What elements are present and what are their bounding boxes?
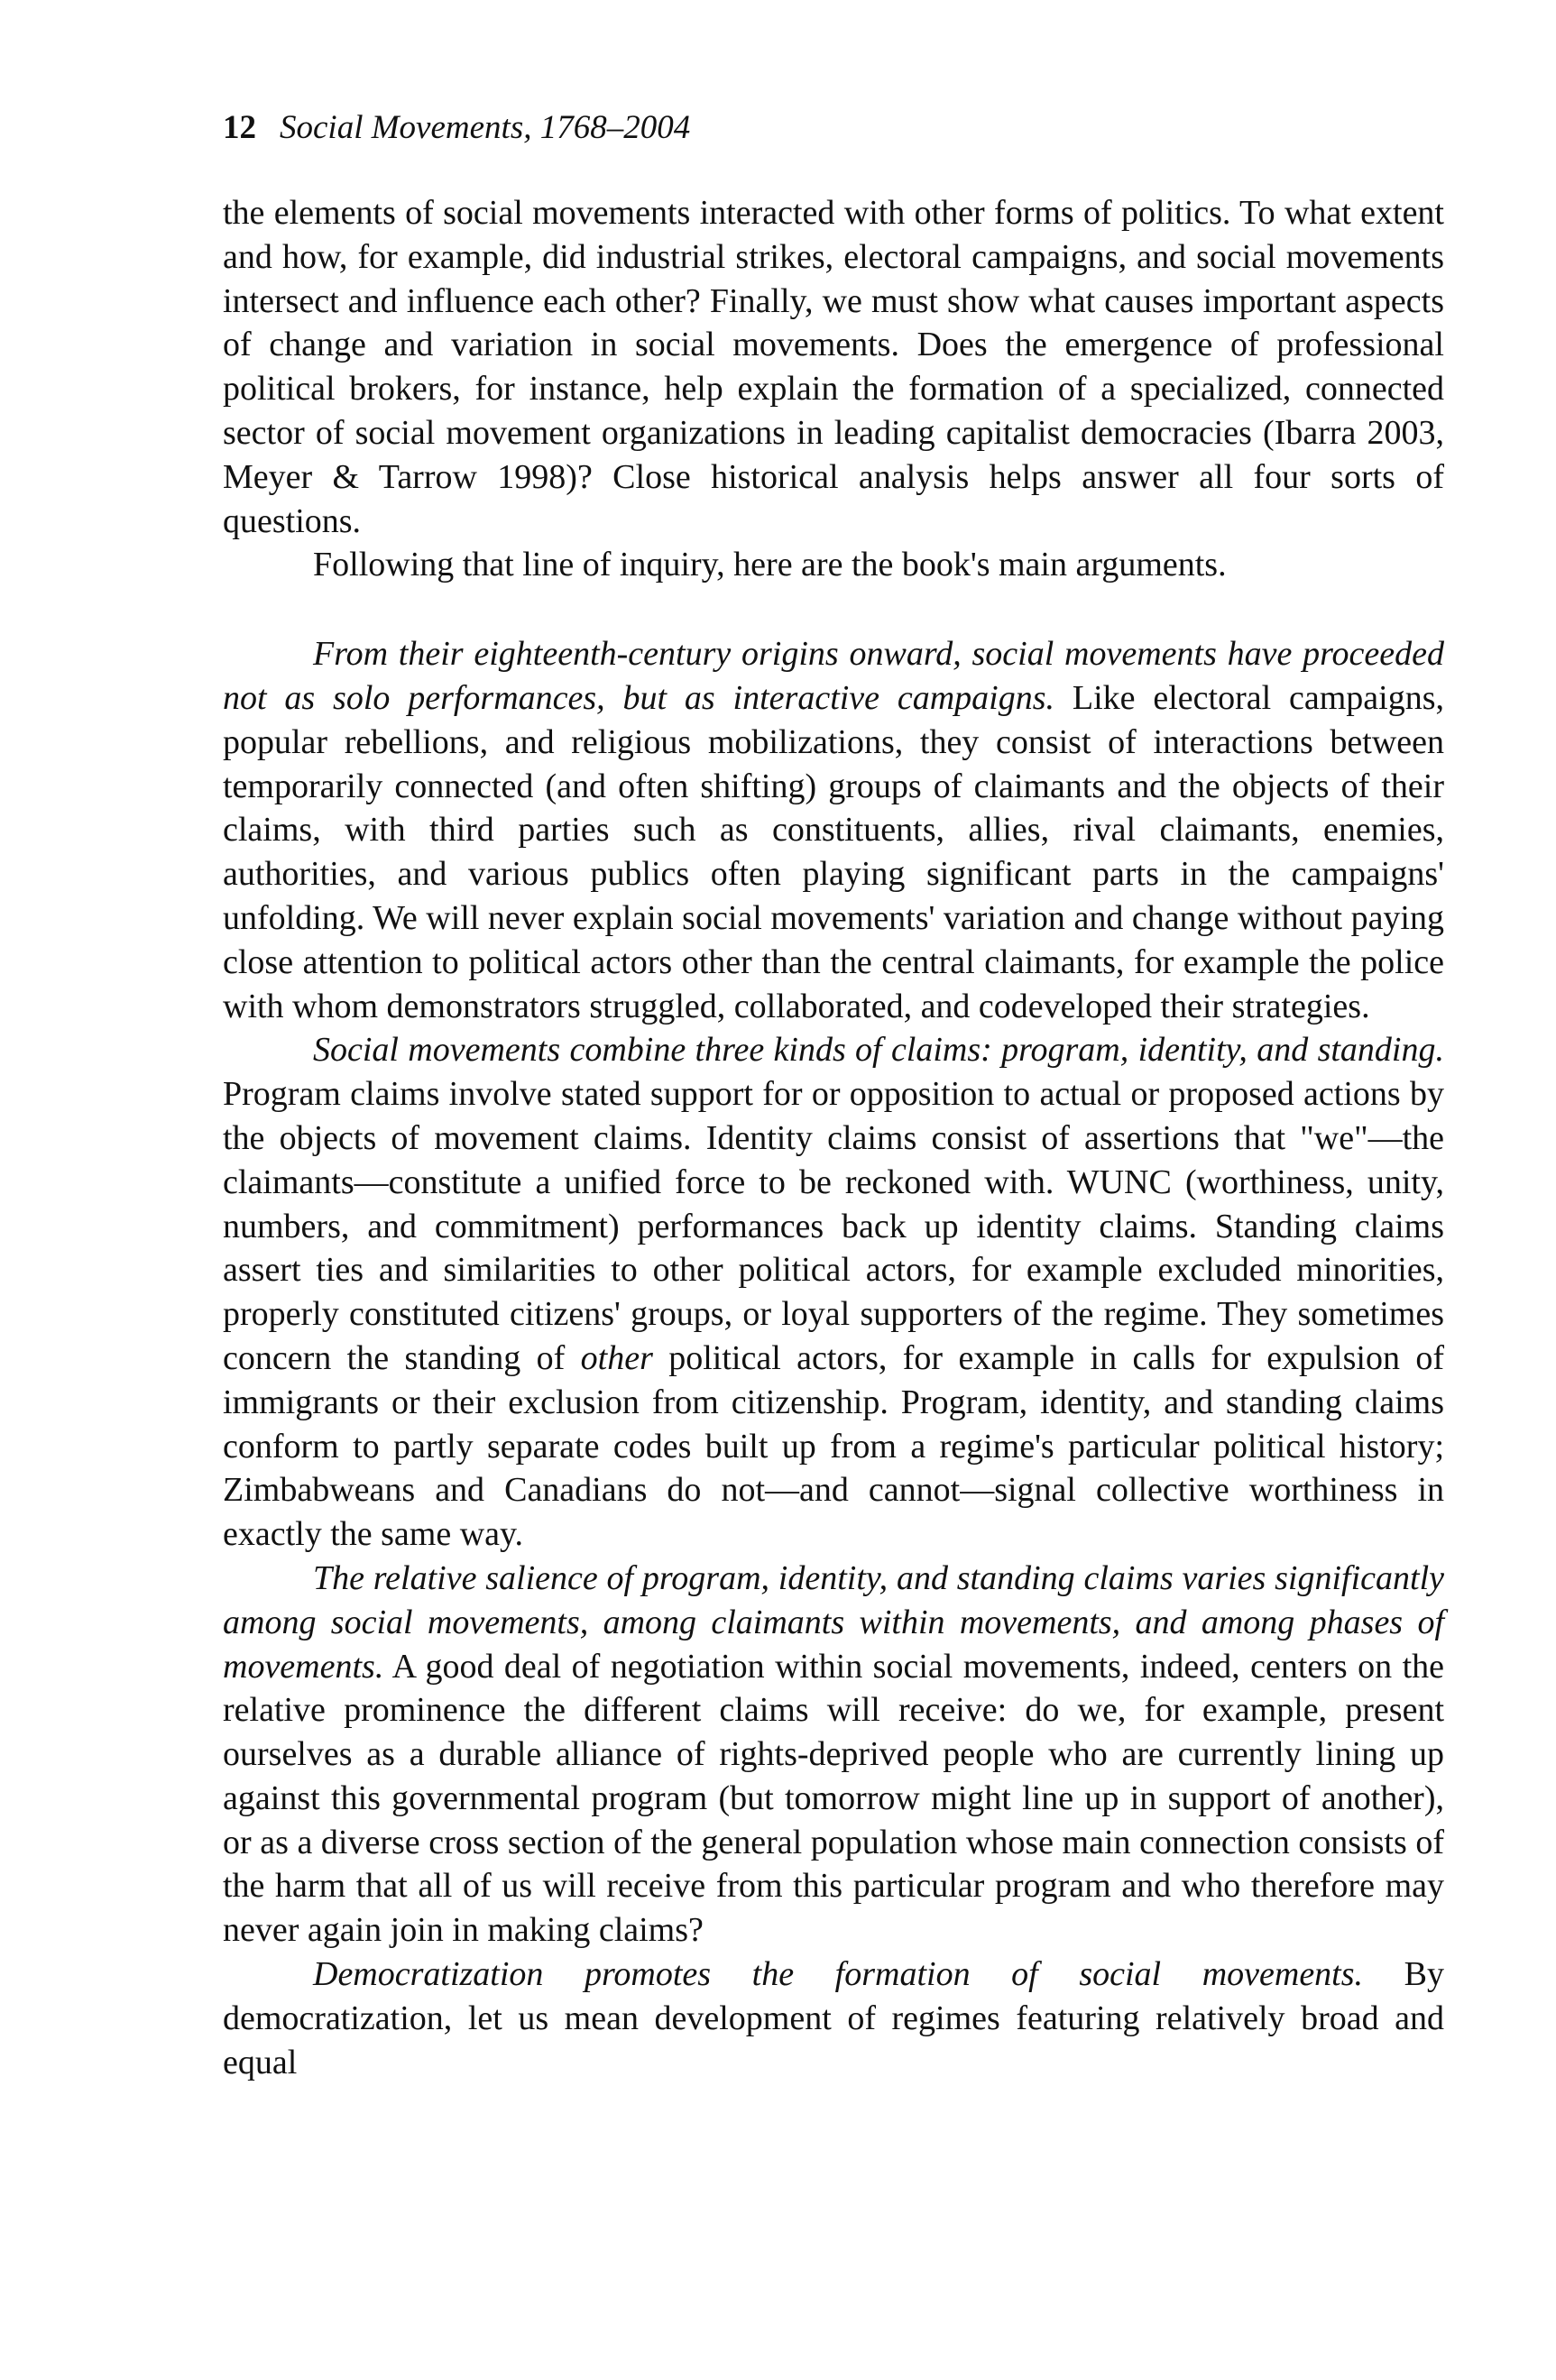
paragraph-4-italic-word: other <box>580 1338 653 1377</box>
paragraph-6-text: By democratization, let us mean development of regimes featuring relatively broad and equal <box>223 1955 1444 2081</box>
paragraph-3 <box>223 632 1444 1028</box>
argument-1-heading: From their eighteenth-century origins onward, social movements have proceeded not as solo performances, but as interactive campaigns. <box>223 635 1444 717</box>
page-number: 12 <box>223 109 256 146</box>
paragraph-3-text: Like electoral campaigns, popular rebellions, and religious mobilizations, they consist of interactions between temporarily connected (and often shifting) groups of claimants and the objects of their claims, with third parties such as constituents, allies, rival claimants, enemies, authorities, and various publics often playing significant parts in the campaigns' unfolding. We will never explain social movements' variation and change without paying close attention to political actors other than the central claimants, for example the police with whom demonstrators struggled, collaborated, and codeveloped their strategies. <box>223 678 1445 1025</box>
running-title: Social Movements, 1768–2004 <box>280 109 691 146</box>
paragraph-4 <box>223 1028 1444 1557</box>
argument-4-heading: Democratization promotes the formation of social movements. <box>313 1955 1364 1994</box>
argument-2-heading: Social movements combine three kinds of claims: program, identity, and standing. <box>313 1031 1444 1070</box>
paragraph-1 <box>223 191 1444 543</box>
paragraph-2 <box>223 543 1444 587</box>
paragraph-5 <box>223 1557 1444 1953</box>
body-text <box>223 191 1444 2084</box>
paragraph-6 <box>223 1953 1444 2084</box>
argument-3-heading: The relative salience of program, identity, and standing claims varies significantly among social movements, among claimants within movements, and among phases of movements. <box>223 1558 1444 1686</box>
paragraph-1-text: the elements of social movements interacted with other forms of politics. To what extent and how, for example, did industrial strikes, electoral campaigns, and social movements intersect and influence each other? Finally, we must show what causes important aspects of change and variation in social movements. Does the emergence of professional political brokers, for instance, help explain the formation of a specialized, connected sector of social movement organizations in leading capitalist democracies (Ibarra 2003, Meyer & Tarrow 1998)? Close historical analysis helps answer all four sorts of questions. <box>223 194 1444 540</box>
paragraph-2-text: Following that line of inquiry, here are the book's main arguments. <box>313 546 1227 584</box>
paragraph-4-tail: political actors, for example in calls for expulsion of immigrants or their exclusion from citizenship. Program, identity, and standing claims conform to partly separate codes built up from a regime's particular political history; Zimbabweans and Canadians do not—and cannot—signal collective worthiness in exactly the same way. <box>223 1338 1445 1554</box>
paragraph-4-text: Program claims involve stated support for or opposition to actual or proposed actions by the objects of movement claims. Identity claims consist of assertions that "we"—the claimants—constitute a unified force to be reckoned with. WUNC (worthiness, unity, numbers, and commitment) performances back up identity claims. Standing claims assert ties and similarities to other political actors, for example excluded minorities, properly constituted citizens' groups, or loyal supporters of the regime. They sometimes concern the standing of <box>223 1075 1444 1377</box>
paragraph-5-text: A good deal of negotiation within social movements, indeed, centers on the relative prominence the different claims will receive: do we, for example, present ourselves as a durable alliance of rights-deprived people who are currently lining up against this governmental program (but tomorrow might line up in support of another), or as a diverse cross section of the general population whose main connection consists of the harm that all of us will receive from this particular program and who therefore may never again join in making claims? <box>223 1647 1444 1950</box>
running-head <box>223 108 690 148</box>
